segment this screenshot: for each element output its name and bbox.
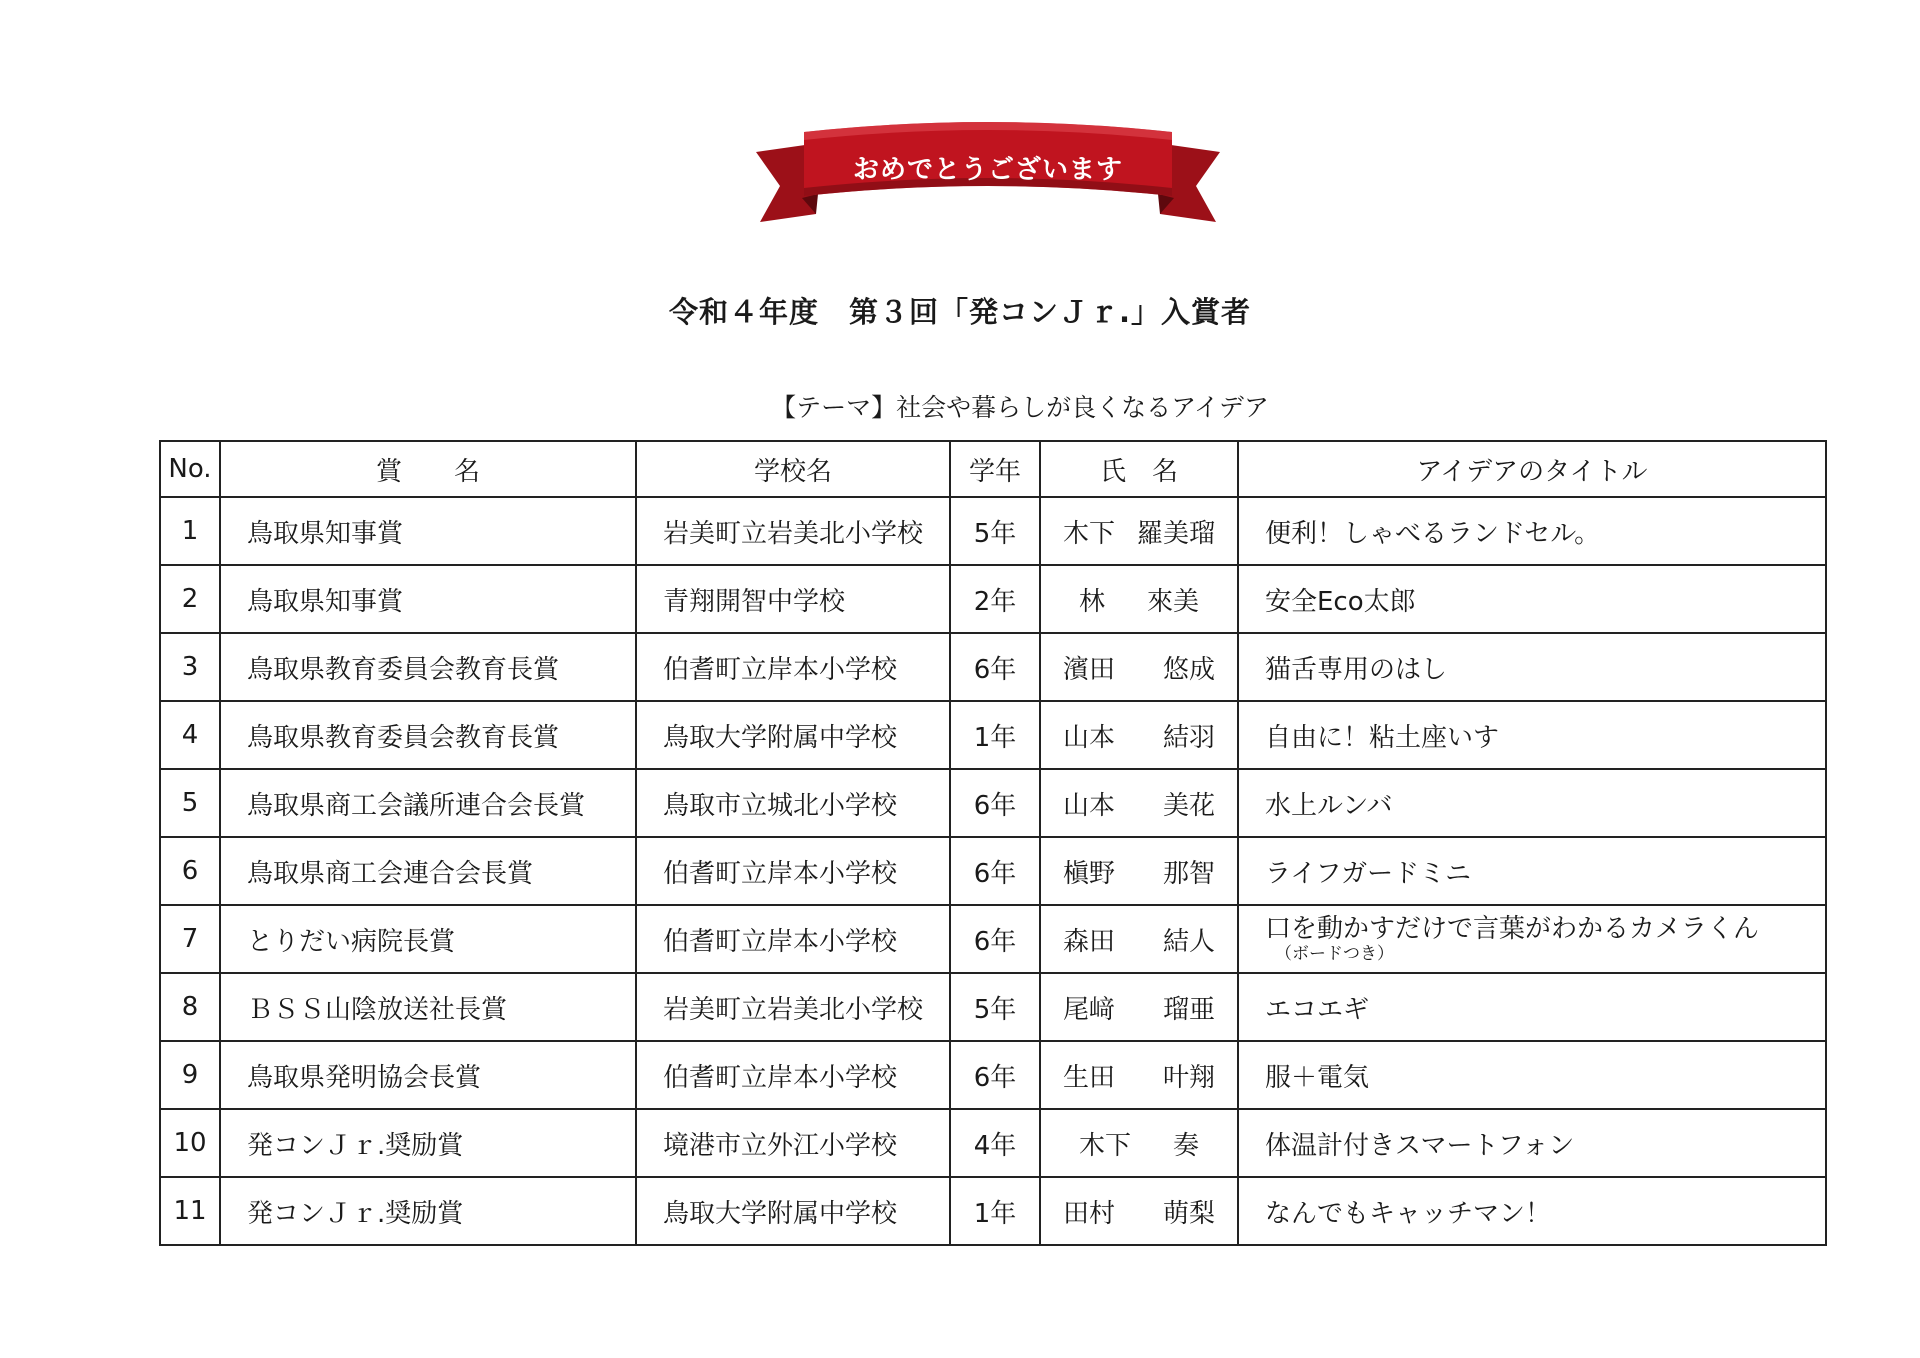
cell-idea: 体温計付きスマートフォン [1238, 1109, 1826, 1177]
cell-grade: 6年 [950, 633, 1040, 701]
cell-no: 1 [160, 497, 220, 565]
winners-table [159, 440, 1827, 1246]
cell-no: 5 [160, 769, 220, 837]
table-row [160, 973, 1826, 1041]
cell-school: 伯耆町立岸本小学校 [636, 633, 950, 701]
header-idea: アイデアのタイトル [1238, 441, 1826, 497]
name-given: 結人 [1162, 926, 1215, 957]
cell-no: 6 [160, 837, 220, 905]
cell-award: 鳥取県商工会議所連合会長賞 [220, 769, 636, 837]
cell-idea: エコエギ [1238, 973, 1826, 1041]
cell-name [1040, 837, 1238, 905]
name-family: 濱田 [1063, 654, 1116, 685]
cell-school: 鳥取大学附属中学校 [636, 701, 950, 769]
cell-no: 7 [160, 905, 220, 973]
name-family: 山本 [1063, 790, 1116, 821]
cell-name [1040, 565, 1238, 633]
cell-school: 伯耆町立岸本小学校 [636, 1041, 950, 1109]
cell-no: 4 [160, 701, 220, 769]
cell-grade: 5年 [950, 497, 1040, 565]
name-given: 奏 [1172, 1130, 1199, 1161]
header-no: No. [160, 441, 220, 497]
cell-award: 鳥取県知事賞 [220, 565, 636, 633]
cell-name [1040, 633, 1238, 701]
cell-name [1040, 973, 1238, 1041]
cell-award: 鳥取県教育委員会教育長賞 [220, 701, 636, 769]
cell-award: 発コンＪｒ.奨励賞 [220, 1177, 636, 1245]
name-family: 木下 [1079, 1130, 1132, 1161]
name-family: 尾﨑 [1063, 994, 1116, 1025]
name-family: 木下 [1063, 518, 1116, 549]
theme-line: 【テーマ】社会や暮らしが良くなるアイデア [771, 393, 1269, 422]
header-name: 氏 名 [1040, 441, 1238, 497]
cell-award: 鳥取県教育委員会教育長賞 [220, 633, 636, 701]
cell-grade: 4年 [950, 1109, 1040, 1177]
name-given: 悠成 [1162, 654, 1215, 685]
table-header-row [160, 441, 1826, 497]
cell-grade: 1年 [950, 701, 1040, 769]
cell-name [1040, 1177, 1238, 1245]
cell-school: 境港市立外江小学校 [636, 1109, 950, 1177]
cell-grade: 1年 [950, 1177, 1040, 1245]
cell-school: 岩美町立岩美北小学校 [636, 973, 950, 1041]
cell-idea: 水上ルンバ [1238, 769, 1826, 837]
table-row [160, 1177, 1826, 1245]
name-given: 叶翔 [1162, 1062, 1215, 1093]
cell-no: 10 [160, 1109, 220, 1177]
name-family: 田村 [1063, 1198, 1116, 1229]
cell-grade: 6年 [950, 905, 1040, 973]
cell-no: 8 [160, 973, 220, 1041]
name-given: 來美 [1146, 586, 1199, 617]
name-given: 結羽 [1162, 722, 1215, 753]
cell-award: 発コンＪｒ.奨励賞 [220, 1109, 636, 1177]
cell-award: ＢＳＳ山陰放送社長賞 [220, 973, 636, 1041]
cell-name [1040, 497, 1238, 565]
idea-title: 口を動かすだけで言葉がわかるカメラくん [1265, 914, 1760, 944]
table-row [160, 565, 1826, 633]
cell-idea: なんでもキャッチマン！ [1238, 1177, 1826, 1245]
name-family: 山本 [1063, 722, 1116, 753]
cell-grade: 6年 [950, 837, 1040, 905]
cell-award: 鳥取県発明協会長賞 [220, 1041, 636, 1109]
cell-idea: 便利！しゃべるランドセル。 [1238, 497, 1826, 565]
congratulations-ribbon [752, 118, 1224, 238]
cell-name [1040, 769, 1238, 837]
cell-idea: 安全Eco太郎 [1238, 565, 1826, 633]
cell-idea: 服＋電気 [1238, 1041, 1826, 1109]
cell-grade: 2年 [950, 565, 1040, 633]
cell-grade: 5年 [950, 973, 1040, 1041]
cell-name [1040, 701, 1238, 769]
cell-grade: 6年 [950, 1041, 1040, 1109]
cell-idea: 自由に！粘土座いす [1238, 701, 1826, 769]
header-school: 学校名 [636, 441, 950, 497]
table-row [160, 1109, 1826, 1177]
name-family: 森田 [1063, 926, 1116, 957]
cell-grade: 6年 [950, 769, 1040, 837]
table-row [160, 497, 1826, 565]
cell-school: 鳥取市立城北小学校 [636, 769, 950, 837]
cell-award: 鳥取県知事賞 [220, 497, 636, 565]
cell-school: 伯耆町立岸本小学校 [636, 905, 950, 973]
cell-idea: ライフガードミニ [1238, 837, 1826, 905]
cell-no: 3 [160, 633, 220, 701]
name-family: 林 [1079, 586, 1106, 617]
cell-school: 青翔開智中学校 [636, 565, 950, 633]
name-family: 槇野 [1063, 858, 1116, 889]
table-row [160, 701, 1826, 769]
cell-idea: 猫舌専用のはし [1238, 633, 1826, 701]
table-row [160, 633, 1826, 701]
cell-school: 伯耆町立岸本小学校 [636, 837, 950, 905]
name-given: 美花 [1162, 790, 1215, 821]
name-given: 那智 [1162, 858, 1215, 889]
cell-no: 11 [160, 1177, 220, 1245]
table-row [160, 837, 1826, 905]
header-grade: 学年 [950, 441, 1040, 497]
page-title: 令和４年度 第３回「発コンＪｒ.」入賞者 [668, 295, 1252, 329]
cell-award: 鳥取県商工会連合会長賞 [220, 837, 636, 905]
cell-no: 2 [160, 565, 220, 633]
table-row [160, 1041, 1826, 1109]
cell-name [1040, 1041, 1238, 1109]
cell-award: とりだい病院長賞 [220, 905, 636, 973]
ribbon-text: おめでとうございます [852, 154, 1123, 185]
table-row [160, 905, 1826, 973]
name-given: 萌梨 [1162, 1198, 1215, 1229]
cell-school: 岩美町立岩美北小学校 [636, 497, 950, 565]
name-family: 生田 [1063, 1062, 1116, 1093]
name-given: 羅美瑠 [1136, 518, 1215, 549]
cell-no: 9 [160, 1041, 220, 1109]
cell-name [1040, 1109, 1238, 1177]
idea-note: （ボードつき） [1275, 944, 1394, 964]
cell-idea [1238, 905, 1826, 973]
cell-name [1040, 905, 1238, 973]
name-given: 瑠亜 [1162, 994, 1215, 1025]
header-award: 賞 名 [220, 441, 636, 497]
table-row [160, 769, 1826, 837]
cell-school: 鳥取大学附属中学校 [636, 1177, 950, 1245]
